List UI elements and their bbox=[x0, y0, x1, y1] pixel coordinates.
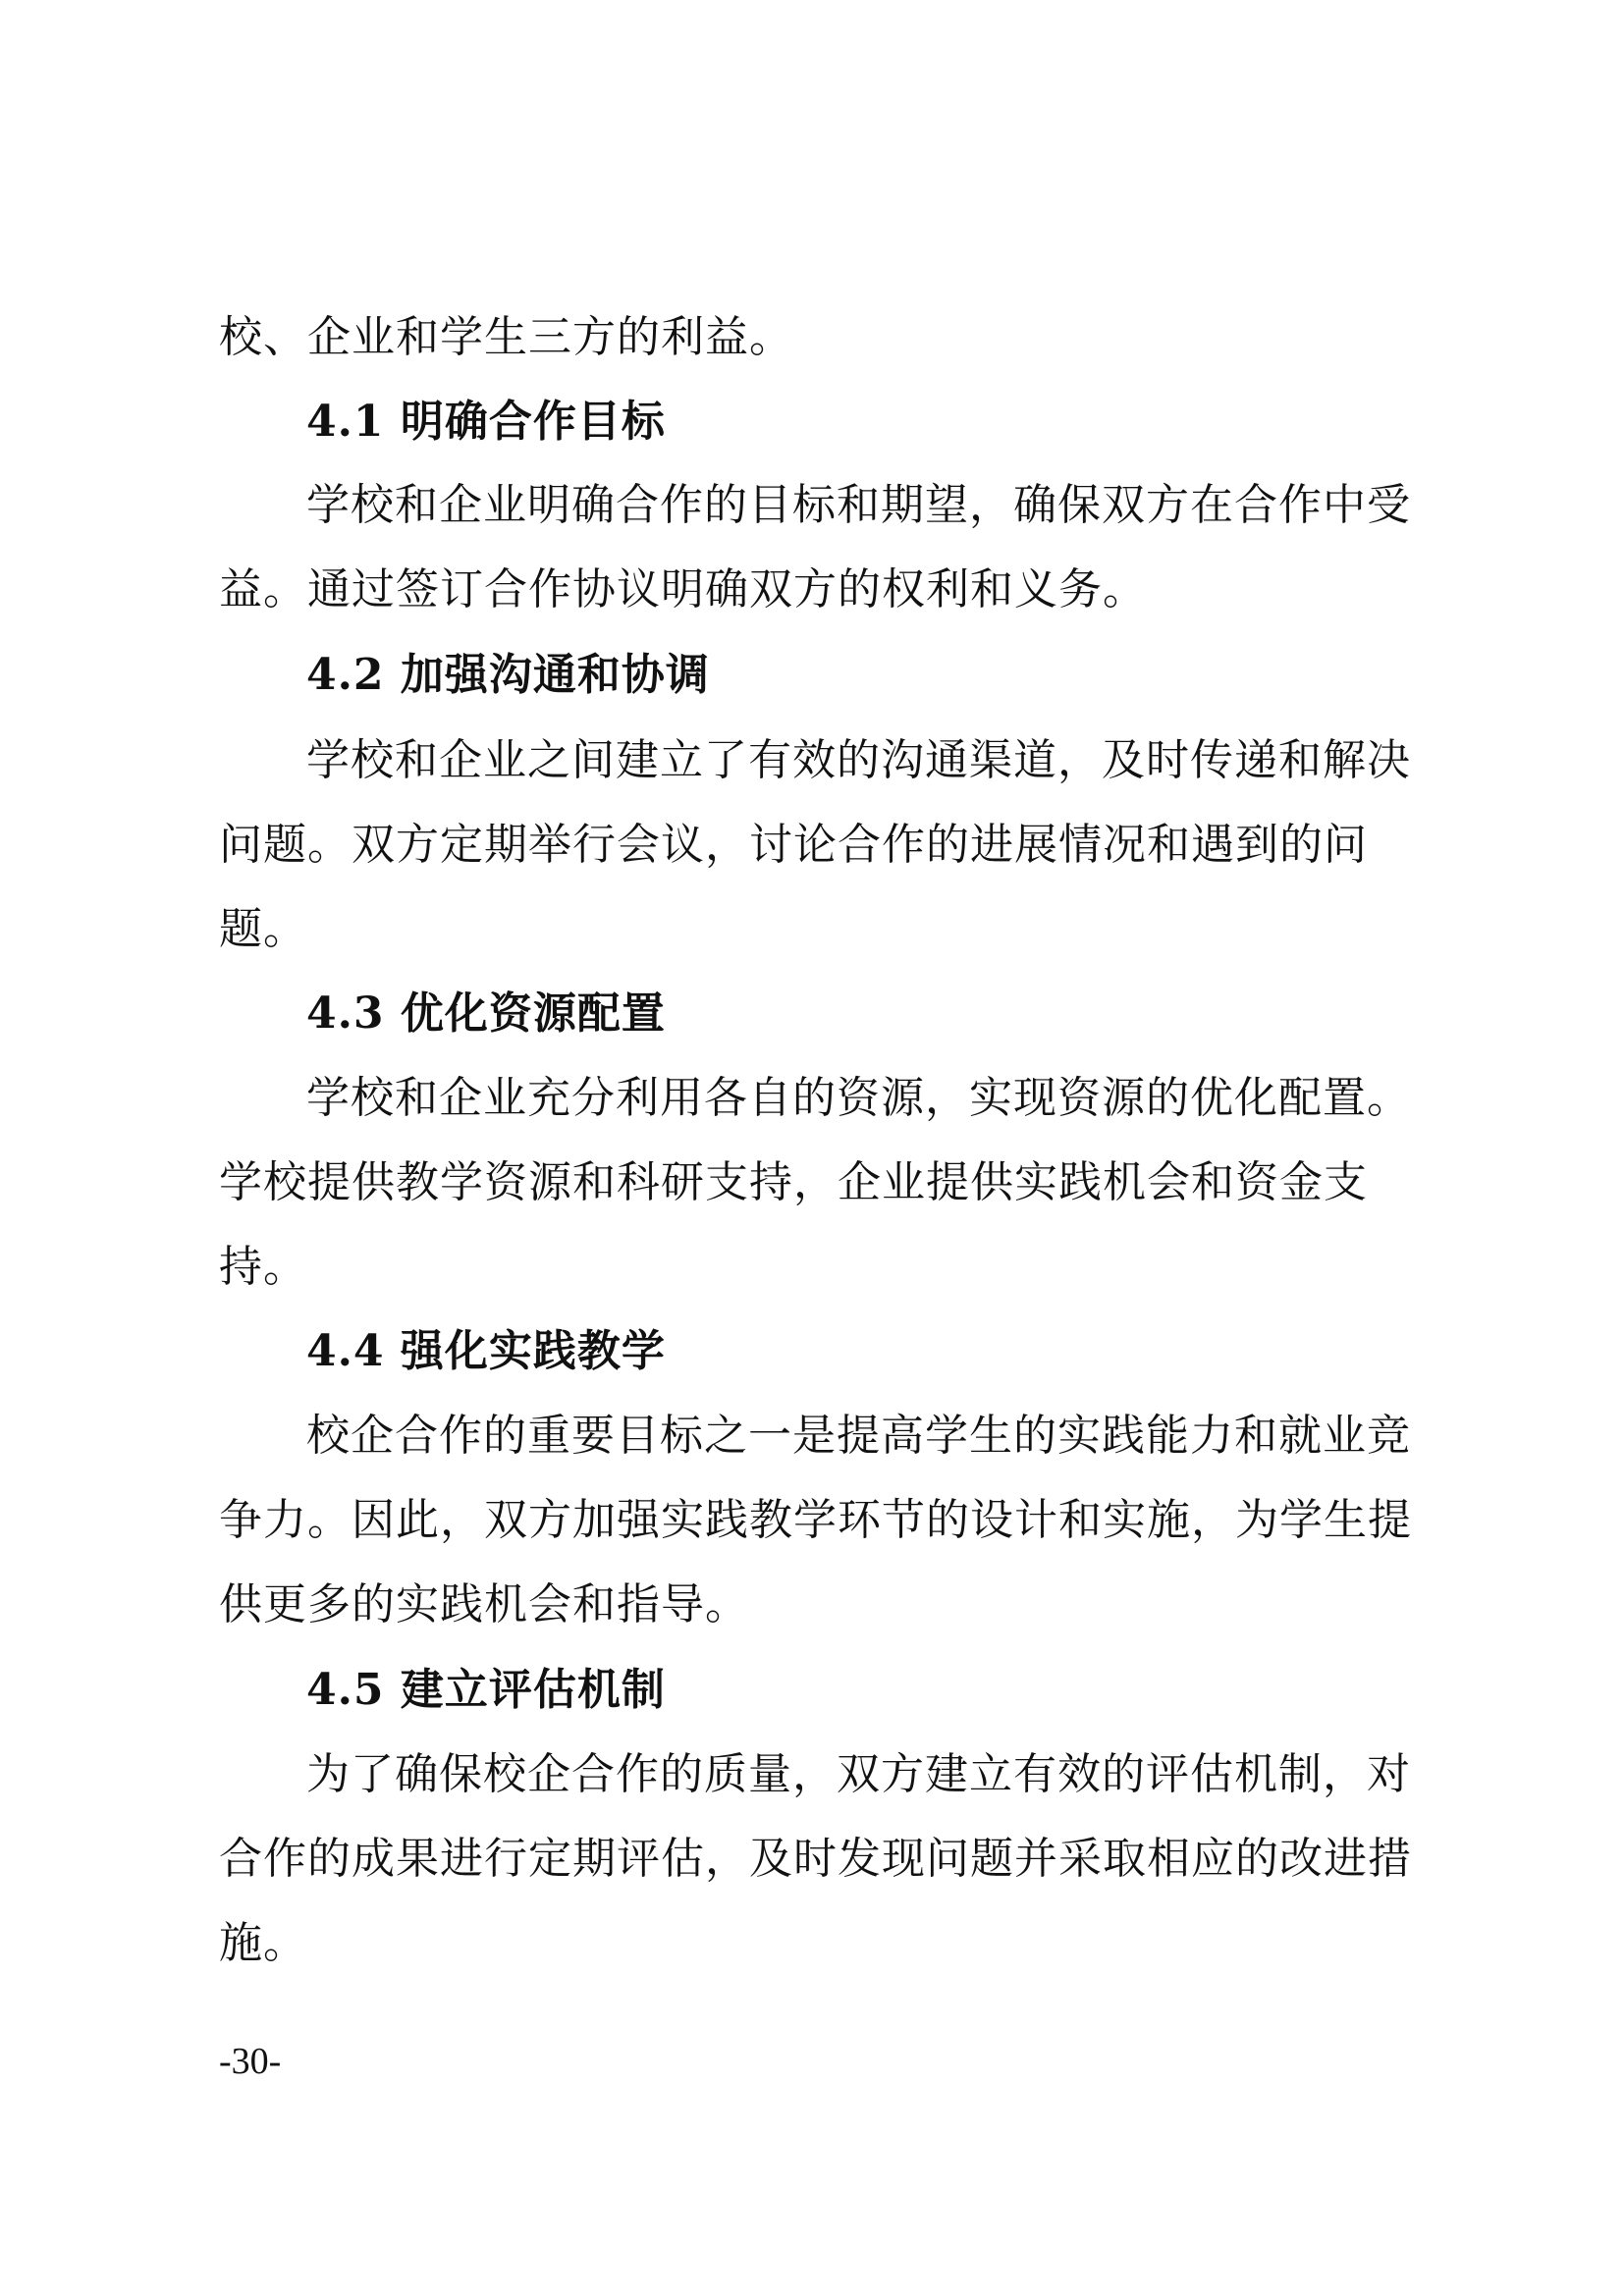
paragraph-line: 持。 bbox=[219, 1242, 307, 1292]
paragraph-line: 益。通过签订合作协议明确双方的权利和义务。 bbox=[219, 564, 1147, 614]
page-number: -30- bbox=[219, 2041, 282, 2082]
paragraph-line: 问题。双方定期举行会议，讨论合作的进展情况和遇到的问 bbox=[219, 820, 1368, 870]
paragraph-line: 学校和企业之间建立了有效的沟通渠道，及时传递和解决 bbox=[306, 735, 1411, 785]
paragraph-line: 校企合作的重要目标之一是提高学生的实践能力和就业竞 bbox=[306, 1411, 1411, 1461]
paragraph-line: 供更多的实践机会和指导。 bbox=[219, 1579, 749, 1629]
section-heading-4-1: 4.1 明确合作目标 bbox=[306, 397, 666, 447]
paragraph-line: 学校和企业充分利用各自的资源，实现资源的优化配置。 bbox=[306, 1073, 1411, 1123]
section-heading-4-2: 4.2 加强沟通和协调 bbox=[306, 650, 710, 700]
paragraph-line: 题。 bbox=[219, 904, 307, 954]
section-heading-4-4: 4.4 强化实践教学 bbox=[306, 1326, 666, 1376]
paragraph-line: 学校提供教学资源和科研支持，企业提供实践机会和资金支 bbox=[219, 1157, 1368, 1207]
paragraph-line: 为了确保校企合作的质量，双方建立有效的评估机制，对 bbox=[306, 1749, 1411, 1799]
section-heading-4-5: 4.5 建立评估机制 bbox=[306, 1665, 666, 1715]
paragraph-line: 学校和企业明确合作的目标和期望，确保双方在合作中受 bbox=[306, 480, 1411, 530]
paragraph-line: 校、企业和学生三方的利益。 bbox=[219, 312, 793, 362]
section-heading-4-3: 4.3 优化资源配置 bbox=[306, 988, 666, 1039]
paragraph-line: 争力。因此，双方加强实践教学环节的设计和实施，为学生提 bbox=[219, 1495, 1412, 1545]
paragraph-line: 施。 bbox=[219, 1918, 307, 1968]
paragraph-line: 合作的成果进行定期评估，及时发现问题并采取相应的改进措 bbox=[219, 1834, 1412, 1884]
